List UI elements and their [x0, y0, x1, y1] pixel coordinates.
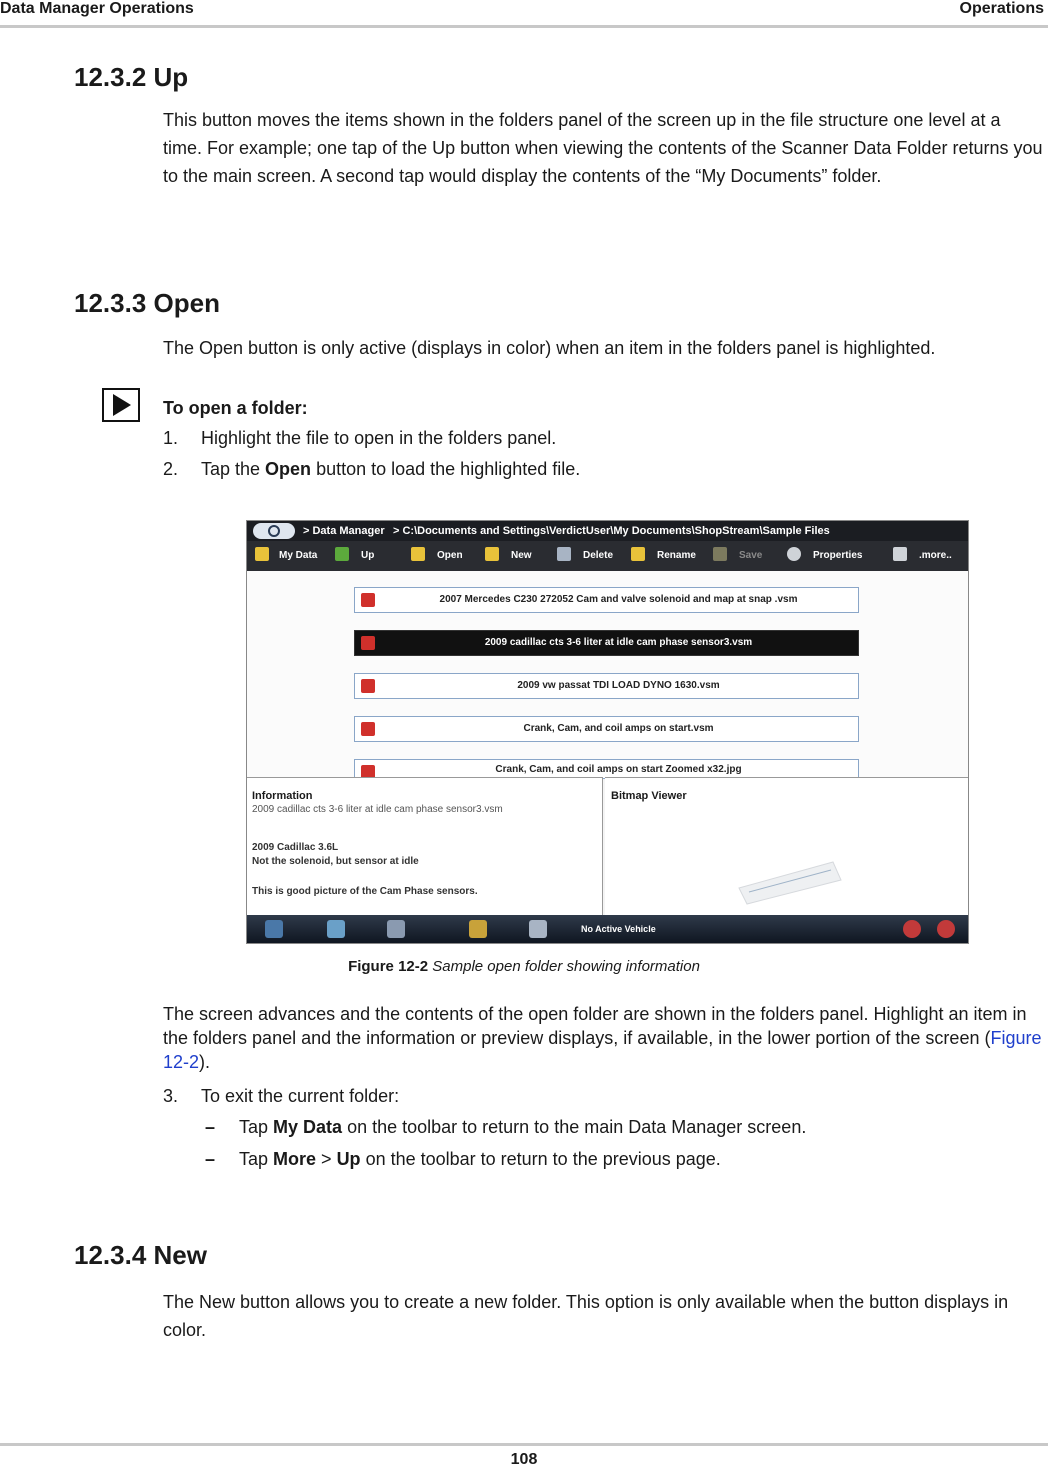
open-icon — [411, 547, 425, 561]
information-line-3: This is good picture of the Cam Phase sensors. — [252, 886, 478, 897]
running-header-left: Data Manager Operations — [0, 0, 194, 17]
open-body: The Open button is only active (displays in color) when an item in the folders panel is highlighted. — [163, 338, 936, 358]
header-rule — [0, 25, 1048, 28]
screen-breadcrumb-2: > C:\Documents and Settings\VerdictUser\My Documents\ShopStream\Sample Files — [393, 525, 830, 537]
file-icon — [361, 593, 375, 607]
figure-link[interactable]: Figure 12-2 — [163, 1028, 1042, 1072]
toolbar-save[interactable]: Save — [739, 550, 763, 561]
data-manager-icon[interactable] — [387, 920, 405, 938]
information-line-2: Not the solenoid, but sensor at idle — [252, 856, 419, 867]
procedure-arrow-icon — [102, 388, 140, 422]
new-folder-icon — [485, 547, 499, 561]
file-item[interactable]: Crank, Cam, and coil amps on start.vsm — [354, 716, 859, 742]
substep-1-text: Tap My Data on the toolbar to return to the main Data Manager screen. — [239, 1117, 807, 1137]
screen-titlebar — [247, 521, 968, 541]
step-2-number: 2. — [163, 459, 179, 479]
running-header-right: Operations — [959, 0, 1044, 17]
signal-icon[interactable] — [937, 920, 955, 938]
substep-2-text: Tap More > Up on the toolbar to return to the previous page. — [239, 1149, 721, 1169]
bitmap-preview-thumbnail — [735, 858, 845, 908]
up-body: This button moves the items shown in the folders panel of the screen up in the file structure one level at a time. For example; one tap of the Up button when viewing the contents of the Scanner Data Folder returns you to the main screen. A second tap would display the contents of the “My Documents” folder. — [163, 110, 1043, 186]
file-item-selected[interactable]: 2009 cadillac cts 3-6 liter at idle cam phase sensor3.vsm — [354, 630, 859, 656]
section-title-open: 12.3.3 Open — [74, 288, 220, 318]
folders-panel — [247, 571, 968, 777]
toolbar-up[interactable]: Up — [361, 550, 375, 561]
information-title: Information — [252, 790, 313, 802]
screen-breadcrumb-1[interactable]: > Data Manager — [303, 525, 385, 537]
toolbar-open[interactable]: Open — [437, 550, 463, 561]
more-menu-icon — [893, 547, 907, 561]
file-item[interactable]: 2009 vw passat TDI LOAD DYNO 1630.vsm — [354, 673, 859, 699]
step-1-number: 1. — [163, 428, 179, 448]
figure-caption — [0, 958, 1048, 975]
dash-bullet: – — [205, 1149, 216, 1169]
section-title-new: 12.3.4 New — [74, 1240, 207, 1270]
figure-caption-label: Figure 12-2 — [348, 958, 429, 975]
new-body: The New button allows you to create a new folder. This option is only available when the button displays in color. — [163, 1292, 1009, 1340]
file-icon — [361, 636, 375, 650]
properties-gear-icon — [787, 547, 801, 561]
rename-icon — [631, 547, 645, 561]
screen-toolbar — [247, 541, 968, 571]
file-item[interactable]: Crank, Cam, and coil amps on start Zoomed x32.jpg — [354, 759, 859, 779]
vehicle-icon[interactable] — [529, 920, 547, 938]
bitmap-viewer-panel — [605, 777, 968, 916]
toolbar-rename[interactable]: Rename — [657, 550, 696, 561]
after-figure-paragraph: The screen advances and the contents of the open folder are shown in the folders panel. Highlight an item in the folders panel and the information or preview displays, if available, in the lower portion of the screen (Figure 12-2). — [163, 1004, 1042, 1072]
status-no-active-vehicle: No Active Vehicle — [581, 924, 656, 934]
file-icon — [361, 722, 375, 736]
step-2-text: Tap the Open button to load the highlighted file. — [201, 459, 581, 479]
my-data-icon — [255, 547, 269, 561]
toolbar-more[interactable]: .more.. — [919, 550, 952, 561]
information-panel — [247, 777, 603, 916]
scanner-icon[interactable] — [327, 920, 345, 938]
wireless-icon[interactable] — [903, 920, 921, 938]
bitmap-viewer-title: Bitmap Viewer — [611, 790, 687, 802]
figure-screenshot — [246, 520, 969, 944]
toolbar-new[interactable]: New — [511, 550, 532, 561]
file-icon — [361, 679, 375, 693]
file-item[interactable]: 2007 Mercedes C230 272052 Cam and valve solenoid and map at snap .vsm — [354, 587, 859, 613]
information-file: 2009 cadillac cts 3-6 liter at idle cam phase sensor3.vsm — [252, 804, 503, 815]
save-icon — [713, 547, 727, 561]
toolbar-properties[interactable]: Properties — [813, 550, 863, 561]
screen-bottom-bar — [247, 915, 968, 943]
procedure-title: To open a folder: — [163, 398, 308, 418]
section-title-up: 12.3.2 Up — [74, 62, 189, 92]
up-icon — [335, 547, 349, 561]
dash-bullet: – — [205, 1117, 216, 1137]
logo-icon — [253, 523, 295, 539]
home-icon[interactable] — [265, 920, 283, 938]
toolbar-my-data[interactable]: My Data — [279, 550, 318, 561]
tools-icon[interactable] — [469, 920, 487, 938]
delete-icon — [557, 547, 571, 561]
information-line-1: 2009 Cadillac 3.6L — [252, 842, 339, 853]
step-1-text: Highlight the file to open in the folders panel. — [201, 428, 557, 448]
step-3-text: To exit the current folder: — [201, 1086, 400, 1106]
toolbar-delete[interactable]: Delete — [583, 550, 614, 561]
step-3-number: 3. — [163, 1086, 179, 1106]
page-number: 108 — [510, 1451, 538, 1468]
figure-caption-text: Sample open folder showing information — [432, 958, 700, 975]
footer-rule — [0, 1443, 1048, 1446]
